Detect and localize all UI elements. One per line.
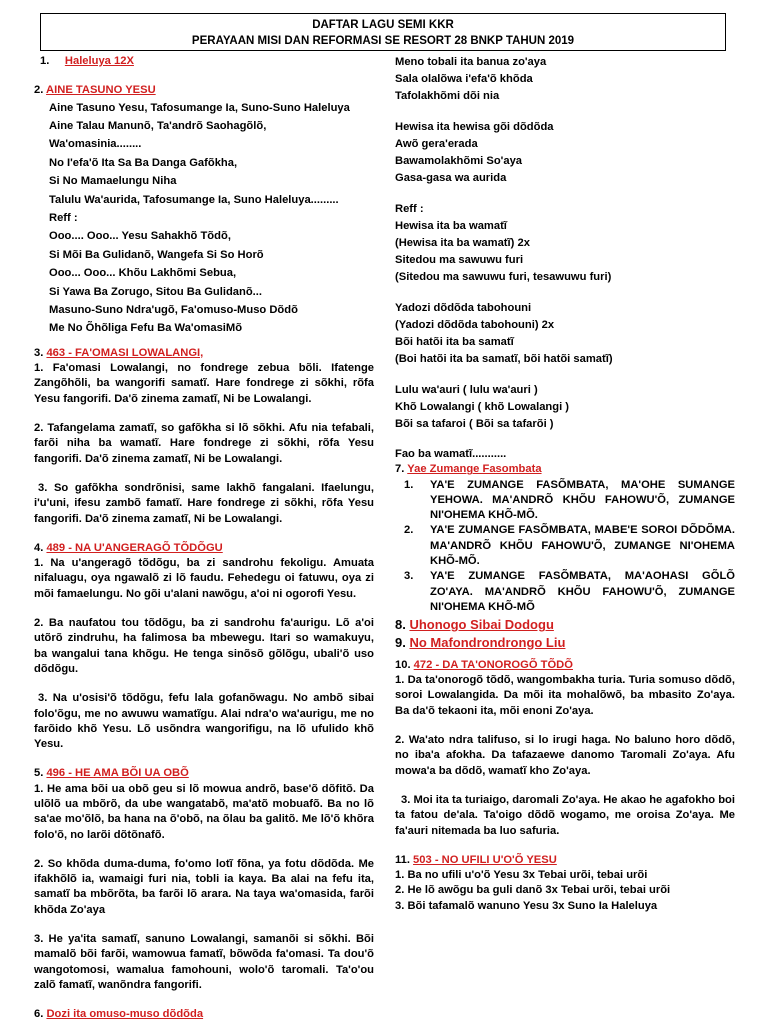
song-4-verse-2: 2. Ba naufatou tou tõdõgu, ba zi sandrohu fa'aurigu. Lõ a'oi utõrõ zindruhu, ha falimosa ba mbewegu. Itari so wamakuyu, ba wangalui tana khõgu. He tenga sinõsõ gõlõgu, ubali'õ uso dõdõgu. (34, 617, 374, 675)
song-6-lyrics-block-2 (395, 119, 735, 187)
song-title: Uhonogo Sibai Dodogu (409, 617, 554, 633)
lyric-line: Hewisa ita hewisa gõi dõdõda (395, 121, 554, 133)
lyric-line: Wa'omasinia........ (49, 138, 142, 151)
header-title: DAFTAR LAGU SEMI KKR (312, 19, 454, 31)
lyric-line: 3. Bõi tafamalõ wanuno Yesu 3x Suno Ia Haleluya (395, 899, 658, 912)
song-title: 496 - HE AMA BÕI UA OBÕ (46, 767, 189, 780)
song-3-verse-2: 2. Tafangelama zamatĩ, so gafõkha si lõ sõkhi. Afu nia tefabali, farõi niha ba wamatĩ. Hare fondrege zi sõkhi, rõfa Yesu fangorifi. Da'õ zinema zamatĩ, Ni be Lowalangi. (34, 422, 374, 465)
song-6-reff (395, 201, 735, 286)
song-number: 7. (395, 463, 405, 476)
lyric-line: Tafolakhõmi dõi nia (395, 90, 500, 102)
song-1-title (34, 54, 374, 69)
song-5-verse-3: 3. He ya'ita samatĩ, sanuno Lowalangi, samanõi si sõkhi. Bõi mamalõ bõi farõi, wamowua famatĩ, bõwõda fa'omasi. Ta dou'õ wangotomosi, wamalua famohouni, wolo'õ taromali. Ta'o'ou zalõ famatĩ, wanõndra fangorifi. (34, 933, 374, 991)
song-number: 8. (395, 617, 406, 633)
lyric-line: Reff : (49, 212, 78, 225)
lyric-line: Reff : (395, 203, 424, 215)
song-11-lyrics (395, 868, 735, 914)
lyric-line: Aine Talau Manunõ, Ta'andrõ Saohagõlõ, (49, 120, 267, 132)
song-10-verse-3: 3. Moi ita ta turiaigo, daromali Zo'aya. He akao he agafokho boi ta fatou de'ala. Ta'oigo dõdõ wogamo, me oroisa Zo'aya. Me fa'auri nitemada ba luo safuria. (395, 793, 736, 837)
lyric-line: Khõ Lowalangi ( khõ Lowalangi ) (395, 401, 570, 413)
lyric-line: Bõi sa tafaroi ( Bõi sa tafarõi ) (395, 418, 554, 430)
lyric-line: (Sitedou ma sawuwu furi, tesawuwu furi) (395, 271, 612, 283)
list-item: 3. YA'E ZUMANGE FASÕMBATA, MA'AOHASI GÕLÕ ZO'AYA. MA'ANDRÕ KHÕU FAHOWU'Õ, ZUMANGE NI'OHEMA KHÕ-MÕ (404, 570, 735, 613)
right-column (395, 54, 735, 914)
song-3-verse-1: 1. Fa'omasi Lowalangi, no fondrege zebua bõli. Ifatenge Zangõhõli, ba wangorifi samatĩ. Hare fondrege zi sõkhi, rõfa Yesu fangorifi. Da'õ zinema zamatĩ, Ni be Lowalangi. (34, 362, 374, 405)
song-number: 5. (34, 767, 44, 780)
song-4-title (34, 541, 374, 556)
song-number: 9. (395, 634, 406, 650)
lyric-line: Sitedou ma sawuwu furi (395, 254, 524, 266)
list-item: 1. YA'E ZUMANGE FASÕMBATA, MA'OHE SUMANGE YEHOWA. MA'ANDRÕ KHÕU FAHOWU'Õ, ZUMANGE NI'OHEMA KHÕ-MÕ. (404, 478, 735, 522)
song-3-title (34, 346, 374, 361)
song-number: 10. (395, 658, 411, 671)
lyric-line: Sala olalõwa i'efa'õ khõda (395, 73, 533, 85)
song-2-title (34, 83, 374, 98)
song-6-title (34, 1007, 374, 1022)
lyric-line: Fao ba wamatĩ........... (395, 448, 507, 460)
lyric-line: Si Yawa Ba Zorugo, Sitou Ba Gulidanõ... (49, 285, 263, 298)
song-7-title (395, 462, 735, 477)
song-title: 489 - NA U'ANGERAGÕ TÕDÕGU (46, 541, 223, 554)
lyric-line: Lulu wa'auri ( lulu wa'auri ) (395, 384, 538, 396)
document-header (40, 13, 726, 51)
lyric-line: Hewisa ita ba wamatĩ (395, 220, 507, 232)
song-title: 463 - FA'OMASI LOWALANGI, (46, 346, 204, 359)
lyric-line: (Hewisa ita ba wamatĩ) 2x (395, 237, 530, 249)
song-7-verses (395, 478, 735, 616)
lyric-line: (Yadozi dõdõda tabohouni) 2x (395, 319, 555, 331)
song-number: 11. (395, 853, 410, 866)
song-title: Yae Zumange Fasombata (407, 463, 542, 476)
lyric-line: Bõi hatõi ita ba samatĩ (395, 336, 514, 348)
lyric-line: Meno tobali ita banua zo'aya (395, 56, 547, 68)
song-5-verse-1: 1. He ama bõi ua obõ geu si lõ mowua andrõ, base'õ dõfitõ. Da ulõlõ ua mbõrõ, da ube wangatabõ, ma'atõ mobuafõ. Ba no lõ sa'ae mo'õlõ, ba hana na õ'obõ, na õlau ba galitõ. Me lõ'õ khõra folo'õ, no larõi dõtõnafõ. (34, 782, 374, 841)
lyric-line: Bawamolakhõmi So'aya (395, 155, 523, 167)
lyric-line: Si Mõi Ba Gulidanõ, Wangefa Si So Horõ (49, 248, 264, 261)
song-4-verse-1: 1. Na u'angeragõ tõdõgu, ba zi sandrohu fekoligu. Amuata nifaluagu, oya ngawalõ zi lõ faudu. Fehedegu oi fatuwu, oya zi mõi famaelungu. No gõi u'alani nawõgu, a'oi ni ogorofi Yesu. (34, 557, 374, 600)
lyric-line: 1. Ba no ufili u'o'õ Yesu 3x Tebai urõi, tebai urõi (395, 869, 648, 882)
lyric-line: No I'efa'õ Ita Sa Ba Danga Gafõkha, (49, 156, 238, 169)
lyric-line: Aine Tasuno Yesu, Tafosumange Ia, Suno-Suno Haleluya (49, 101, 350, 114)
song-10-title (395, 658, 735, 673)
song-5-title (34, 766, 374, 781)
header-subtitle: PERAYAAN MISI DAN REFORMASI SE RESORT 28 BNKP TAHUN 2019 (191, 35, 575, 47)
song-8-title (395, 617, 735, 632)
song-4-verse-3: 3. Na u'osisi'õ tõdõgu, fefu lala gofanõwagu. No ambõ sibai folo'õgu, me no awuwu wamatĩgu. Alai ndra'o wa'aurigu, me no farõido khõ Yesu. Lõ usõndra wangorifigu, na lõ ufulido khõ Yesu. (34, 692, 374, 751)
song-title: AINE TASUNO YESU (46, 84, 156, 97)
lyric-line: Ooo... Ooo... Khõu Lakhõmi Sebua, (49, 267, 237, 280)
list-item: 2. YA'E ZUMANGE FASÕMBATA, MABE'E SOROI DÕDÕMA. MA'ANDRÕ KHÕU FAHOWU'Õ, ZUMANGE NI'OHEMA KHÕ-MÕ. (404, 524, 735, 568)
song-title: No Mafondrondrongo Liu (409, 634, 566, 650)
song-number: 4. (34, 541, 44, 554)
lyric-line: Talulu Wa'aurida, Tafosumange Ia, Suno Haleluya......... (49, 193, 339, 206)
song-title: Haleluya 12X (64, 55, 134, 67)
song-6-lyrics-block-5 (395, 382, 735, 433)
lyric-line: Gasa-gasa wa aurida (395, 172, 507, 184)
song-3-verse-3: 3. So gafõkha sondrõnisi, same lakhõ fangalani. Ifaelungu, i'u'uni, ifesu zambõ famatĩ. Hare fondrege zi sõkhi, rõfa Yesu fangorifi. Da'õ zinema zamatĩ, Ni be Lowalangi. (34, 481, 374, 525)
song-9-title (395, 635, 735, 650)
lyric-line: Si No Mamaelungu Niha (49, 175, 177, 188)
song-10-verse-2: 2. Wa'ato ndra talifuso, si lo irugi haga. No baluno horo dõdõ, no iba'a afokha. Da tafazaewe danomo Taromali Zo'aya. Afu mowa'a ba dõdõ, wamatĩ kho Zo'aya. (395, 734, 735, 777)
song-number: 2. (34, 84, 44, 97)
song-title: 472 - DA TA'ONOROGÕ TÕDÕ (413, 658, 573, 671)
song-title: Dozi ita omuso-muso dõdõda (46, 1008, 204, 1021)
lyric-line: Awõ gera'erada (395, 138, 478, 150)
song-number: 3. (34, 346, 44, 359)
song-title: 503 - NO UFILI U'O'Õ YESU (413, 853, 557, 866)
lyric-line: Me No Õhõliga Fefu Ba Wa'omasiMõ (49, 322, 243, 335)
lyric-line: 2. He lõ awõgu ba guli danõ 3x Tebai urõi, tebai urõi (395, 884, 671, 897)
lyric-line: Ooo.... Ooo... Yesu Sahakhõ Tõdõ, (49, 230, 231, 243)
lyric-line: Yadozi dõdõda tabohouni (395, 302, 532, 314)
song-6-lyrics-block-1 (395, 54, 735, 105)
song-11-title (395, 853, 735, 868)
song-6-lyrics-block-4 (395, 300, 735, 368)
lyric-line: Masuno-Suno Ndra'ugõ, Fa'omuso-Muso Dõdõ (49, 304, 298, 317)
song-2-lyrics (34, 99, 374, 338)
left-column (34, 54, 374, 1023)
song-number: 6. (34, 1008, 44, 1021)
song-5-verse-2: 2. So khõda duma-duma, fo'omo lotĩ fõna, ya fotu dõdõda. Me ifakhõlõ ia, wamaigi furi nia, tobli ia kaya. Ba alai na fefu ita, samatĩ ba mbõrõta, ba farõi lõ arara. Na taya wa'omasida, farõi khõda Zo'aya (34, 857, 374, 916)
song-number: 1. (40, 55, 50, 67)
song-10-verse-1: 1. Da ta'onorogõ tõdõ, wangombakha turia. Turia somuso dõdõ, soroi Lowalangida. Da mõi ita mohalõwõ, ba mbasito Zo'aya. Ba da'õ tekaoni ita, mõi enoni Zo'aya. (395, 674, 735, 717)
lyric-line: (Boi hatõi ita ba samatĩ, bõi hatõi samatĩ) (395, 353, 613, 365)
